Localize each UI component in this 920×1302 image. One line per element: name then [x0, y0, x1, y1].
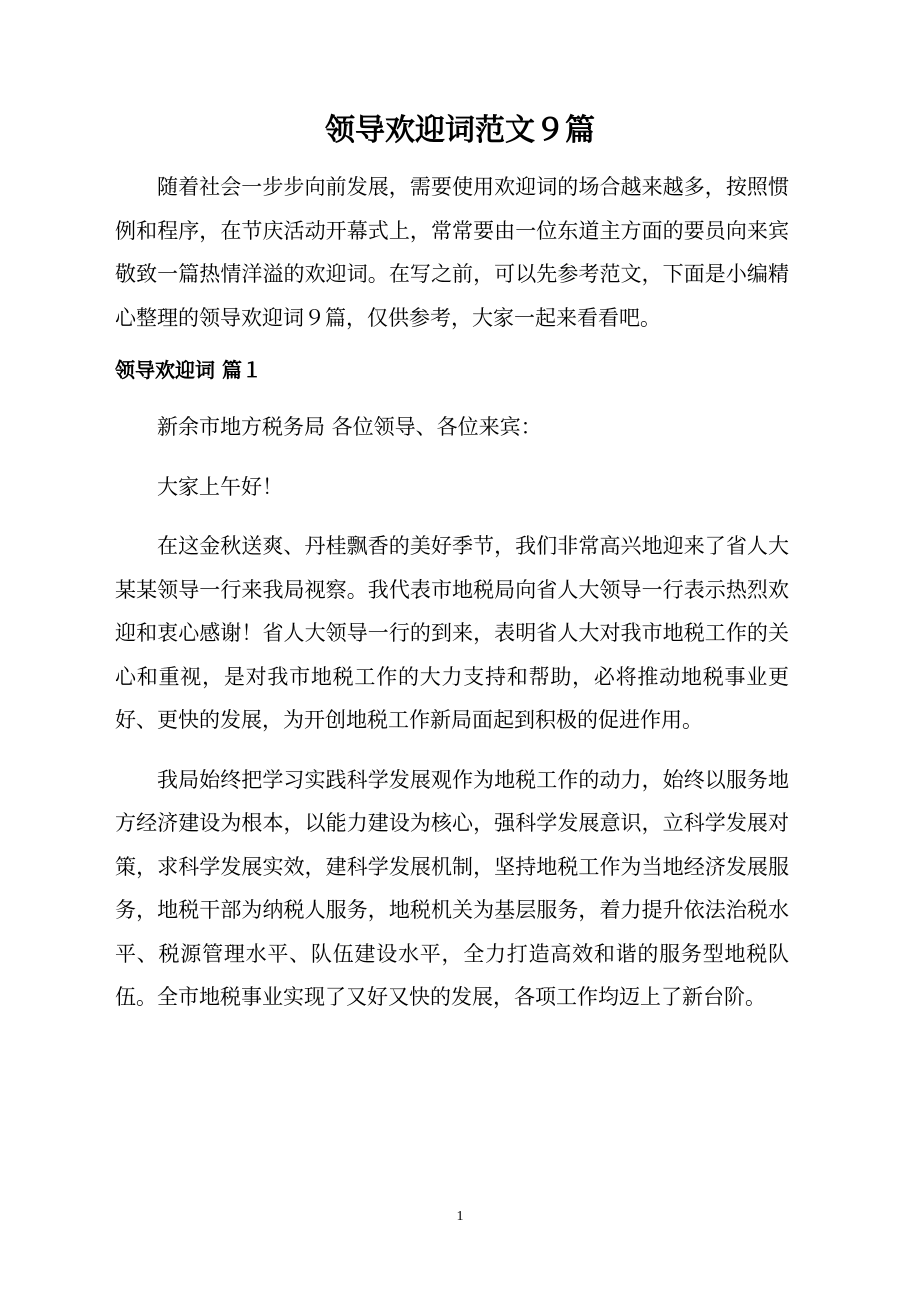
page-number: 1	[456, 1209, 464, 1224]
greeting-paragraph: 大家上午好！	[157, 474, 283, 499]
document-title: 领导欢迎词范文９篇	[325, 113, 595, 148]
body-paragraph: 在这金秋送爽、丹桂飘香的美好季节，我们非常高兴地迎来了省人大某某领导一行来我局视察。我代表市地税局向省人大领导一行表示热烈欢迎和衷心感谢！省人大领导一行的到来，表明省人大对我市地税工作的关心和重视，是对我市地税工作的大力支持和帮助，必将推动地税事业更好、更快的发展，为开创地税工作新局面起到积极的促进作用。	[115, 534, 789, 732]
intro-paragraph: 随着社会一步步向前发展，需要使用欢迎词的场合越来越多，按照惯例和程序，在节庆活动开幕式上，常常要由一位东道主方面的要员向来宾敬致一篇热情洋溢的欢迎词。在写之前，可以先参考范文，下面是小编精心整理的领导欢迎词９篇，仅供参考，大家一起来看看吧。	[115, 175, 789, 330]
section-heading: 领导欢迎词 篇１	[115, 358, 262, 382]
salutation-paragraph: 新余市地方税务局 各位领导、各位来宾：	[157, 415, 542, 439]
document-body	[115, 166, 789, 1020]
body-paragraph: 我局始终把学习实践科学发展观作为地税工作的动力，始终以服务地方经济建设为根本，以能力建设为核心，强科学发展意识，立科学发展对策，求科学发展实效，建科学发展机制，坚持地税工作为当地经济发展服务，地税干部为纳税人服务，地税机关为基层服务，着力提升依法治税水平、税源管理水平、队伍建设水平，全力打造高效和谐的服务型地税队伍。全市地税事业实现了又好又快的发展，各项工作均迈上了新台阶。	[115, 767, 789, 1009]
